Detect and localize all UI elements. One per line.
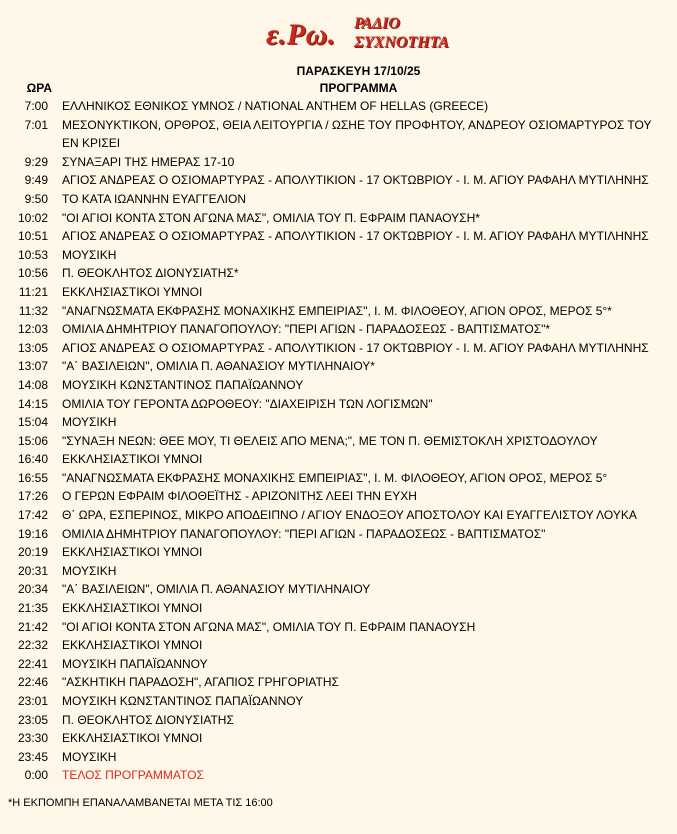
schedule-row [0, 339, 677, 358]
schedule-time: 12:03 [17, 322, 48, 337]
end-of-program-label: ΤΕΛΟΣ ΠΡΟΓΡΑΜΜΑΤΟΣ [62, 768, 204, 783]
schedule-time: 23:30 [17, 731, 48, 746]
schedule-row [0, 766, 677, 785]
schedule-program: ΕΚΚΛΗΣΙΑΣΤΙΚΟΙ ΥΜΝΟΙ [62, 731, 203, 746]
schedule-program: "ΟΙ ΑΓΙΟΙ ΚΟΝΤΑ ΣΤΟΝ ΑΓΩΝΑ ΜΑΣ", ΟΜΙΛΙΑ ΤΟΥ Π. ΕΦΡΑΙΜ ΠΑΝΑΟΥΣΗ [62, 619, 476, 634]
schedule-program: ΜΟΥΣΙΚΗ [62, 247, 117, 262]
schedule-row [0, 320, 677, 339]
schedule-row [0, 580, 677, 599]
schedule-program: ΑΓΙΟΣ ΑΝΔΡΕΑΣ Ο ΟΣΙΟΜΑΡΤΥΡΑΣ - ΑΠΟΛΥΤΙΚΙΟΝ - 17 ΟΚΤΩΒΡΙΟΥ - Ι. Μ. ΑΓΙΟΥ ΡΑΦΑΗΛ ΜΥΤΙΛΗΝΗΣ [62, 229, 649, 244]
schedule-program: "Α΄ ΒΑΣΙΛΕΙΩΝ", ΟΜΙΛΙΑ Π. ΑΘΑΝΑΣΙΟΥ ΜΥΤΙΛΗΝΑΙΟΥ [62, 582, 371, 597]
schedule-program: ΤΟ ΚΑΤΑ ΙΩΑΝΝΗΝ ΕΥΑΓΓΕΛΙΟΝ [62, 191, 247, 206]
schedule-time: 21:42 [17, 619, 48, 634]
schedule-program: ΕΚΚΛΗΣΙΑΣΤΙΚΟΙ ΥΜΝΟΙ [62, 452, 203, 467]
schedule-row [0, 450, 677, 469]
schedule-row [0, 636, 677, 655]
schedule-time: 10:56 [17, 266, 48, 281]
schedule-row [0, 562, 677, 581]
schedule-time: 10:53 [17, 247, 48, 262]
schedule-row [0, 655, 677, 674]
schedule-row [0, 97, 677, 116]
schedule-program: "ΑΣΚΗΤΙΚΗ ΠΑΡΑΔΟΣΗ", ΑΓΑΠΙΟΣ ΓΡΗΓΟΡΙΑΤΗΣ [62, 675, 339, 690]
schedule-row [0, 673, 677, 692]
schedule-row [0, 599, 677, 618]
schedule-program: ΜΟΥΣΙΚΗ ΚΩΝΣΤΑΝΤΙΝΟΣ ΠΑΠΑΪΩΑΝΝΟΥ [62, 694, 304, 708]
schedule-program: ΕΛΛΗΝΙΚΟΣ ΕΘΝΙΚΟΣ ΥΜΝΟΣ / NATIONAL ANTHEM OF HELLAS (GREECE) [62, 99, 489, 113]
schedule-time: 16:40 [17, 452, 48, 467]
schedule-program: ΕΚΚΛΗΣΙΑΣΤΙΚΟΙ ΥΜΝΟΙ [62, 601, 203, 616]
schedule-time: 9:50 [24, 191, 48, 206]
schedule-row [0, 748, 677, 767]
logo-line-2: ΣΥΧΝΟΤΗΤΑ [354, 34, 449, 51]
schedule-program: ΕΚΚΛΗΣΙΑΣΤΙΚΟΙ ΥΜΝΟΙ [62, 284, 203, 299]
schedule-time: 0:00 [24, 768, 48, 783]
schedule-row [0, 376, 677, 395]
schedule-time: 7:01 [24, 117, 48, 132]
schedule-time: 9:29 [24, 154, 48, 169]
schedule-time: 16:55 [17, 470, 48, 485]
schedule-program: Π. ΘΕΟΚΛΗΤΟΣ ΔΙΟΝΥΣΙΑΤΗΣ [62, 712, 234, 727]
schedule-time: 11:21 [18, 284, 48, 299]
schedule-program: Θ΄ ΩΡΑ, ΕΣΠΕΡΙΝΟΣ, ΜΙΚΡΟ ΑΠΟΔΕΙΠΝΟ / ΑΓΙΟΥ ΕΝΔΟΞΟΥ ΑΠΟΣΤΟΛΟΥ ΚΑΙ ΕΥΑΓΓΕΛΙΣΤΟΥ ΛΟΥΚΑ [62, 508, 637, 523]
schedule-row [0, 729, 677, 748]
schedule-row [0, 711, 677, 730]
schedule-time: 13:05 [17, 340, 48, 355]
time-column-header: ΩΡΑ [26, 81, 52, 95]
schedule-row [0, 264, 677, 283]
schedule-program: ΕΚΚΛΗΣΙΑΣΤΙΚΟΙ ΥΜΝΟΙ [62, 545, 203, 560]
schedule-program: "ΣΥΝΑΞΗ ΝΕΩΝ: ΘΕΕ ΜΟΥ, ΤΙ ΘΕΛΕΙΣ ΑΠΟ ΜΕΝΑ;", ΜΕ ΤΟΝ Π. ΘΕΜΙΣΤΟΚΛΗ ΧΡΙΣΤΟΔΟΥΛΟΥ [62, 433, 598, 448]
schedule-program: ΟΜΙΛΙΑ ΔΗΜΗΤΡΙΟΥ ΠΑΝΑΓΟΠΟΥΛΟΥ: "ΠΕΡΙ ΑΓΙΩΝ - ΠΑΡΑΔΟΣΕΩΣ - ΒΑΠΤΙΣΜΑΤΟΣ" [62, 526, 546, 541]
program-column-header: ΠΡΟΓΡΑΜΜΑ [319, 81, 398, 95]
schedule-time: 15:04 [17, 415, 48, 430]
schedule-program: ΕΚΚΛΗΣΙΑΣΤΙΚΟΙ ΥΜΝΟΙ [62, 638, 203, 653]
schedule-row [0, 116, 677, 153]
schedule-program: "ΟΙ ΑΓΙΟΙ ΚΟΝΤΑ ΣΤΟΝ ΑΓΩΝΑ ΜΑΣ", ΟΜΙΛΙΑ ΤΟΥ Π. ΕΦΡΑΙΜ ΠΑΝΑΟΥΣΗ* [62, 210, 480, 225]
schedule-program: Π. ΘΕΟΚΛΗΤΟΣ ΔΙΟΝΥΣΙΑΤΗΣ* [62, 266, 239, 281]
schedule-row [0, 246, 677, 265]
schedule-time: 10:02 [17, 210, 48, 225]
schedule-time: 13:07 [17, 359, 48, 374]
schedule-row [0, 283, 677, 302]
schedule-row [0, 487, 677, 506]
schedule-row [0, 153, 677, 172]
schedule-time: 17:26 [17, 489, 48, 504]
schedule-time: 23:45 [17, 749, 48, 764]
schedule-time: 23:05 [17, 712, 48, 727]
schedule-row [0, 395, 677, 414]
schedule-time: 11:32 [18, 303, 48, 318]
schedule-program: ΜΟΥΣΙΚΗ [62, 415, 117, 430]
schedule-row [0, 227, 677, 246]
schedule-row [0, 190, 677, 209]
schedule-time: 14:08 [17, 377, 48, 392]
schedule-program: "ΑΝΑΓΝΩΣΜΑΤΑ ΕΚΦΡΑΣΗΣ ΜΟΝΑΧΙΚΗΣ ΕΜΠΕΙΡΙΑΣ", Ι. Μ. ΦΙΛΟΘΕΟΥ, ΑΓΙΟΝ ΟΡΟΣ, ΜΕΡΟΣ 5°* [62, 303, 612, 318]
logo-mark: ε.Ρω. [266, 18, 336, 51]
schedule-row [0, 692, 677, 711]
schedule-time: 21:35 [17, 601, 48, 616]
schedule-row [0, 413, 677, 432]
logo-line-1: ΡΑΔΙΟ [354, 15, 400, 32]
schedule-program: "ΑΝΑΓΝΩΣΜΑΤΑ ΕΚΦΡΑΣΗΣ ΜΟΝΑΧΙΚΗΣ ΕΜΠΕΙΡΙΑΣ", Ι. Μ. ΦΙΛΟΘΕΟΥ, ΑΓΙΟΝ ΟΡΟΣ, ΜΕΡΟΣ 5° [62, 470, 608, 485]
schedule-time: 14:15 [17, 396, 48, 411]
schedule-row [0, 209, 677, 228]
schedule-program: ΑΓΙΟΣ ΑΝΔΡΕΑΣ Ο ΟΣΙΟΜΑΡΤΥΡΑΣ - ΑΠΟΛΥΤΙΚΙΟΝ - 17 ΟΚΤΩΒΡΙΟΥ - Ι. Μ. ΑΓΙΟΥ ΡΑΦΑΗΛ ΜΥΤΙΛΗΝΗΣ [62, 173, 649, 188]
schedule-row [0, 525, 677, 544]
schedule-row [0, 171, 677, 190]
schedule-program: "Α΄ ΒΑΣΙΛΕΙΩΝ", ΟΜΙΛΙΑ Π. ΑΘΑΝΑΣΙΟΥ ΜΥΤΙΛΗΝΑΙΟΥ* [62, 359, 375, 374]
schedule-program: ΜΟΥΣΙΚΗ [62, 749, 117, 764]
schedule-program: ΜΟΥΣΙΚΗ [62, 563, 117, 578]
schedule-program: ΜΕΣΟΝΥΚΤΙΚΟΝ, ΟΡΘΡΟΣ, ΘΕΙΑ ΛΕΙΤΟΥΡΓΙΑ / ΩΣΗΕ ΤΟΥ ΠΡΟΦΗΤΟΥ, ΑΝΔΡΕΟΥ ΟΣΙΟΜΑΡΤΥΡΟΣ ΤΟΥ ΕΝ ΚΡΙΣΕΙ [62, 117, 652, 151]
schedule-row [0, 302, 677, 321]
schedule-program: ΟΜΙΛΙΑ ΔΗΜΗΤΡΙΟΥ ΠΑΝΑΓΟΠΟΥΛΟΥ: "ΠΕΡΙ ΑΓΙΩΝ - ΠΑΡΑΔΟΣΕΩΣ - ΒΑΠΤΙΣΜΑΤΟΣ"* [62, 322, 551, 337]
logo-words [354, 14, 449, 52]
schedule-row [0, 432, 677, 451]
footnote: *Η ΕΚΠΟΜΠΗ ΕΠΑΝΑΛΑΜΒΑΝΕΤΑΙ ΜΕΤΑ ΤΙΣ 16:00 [8, 797, 273, 809]
schedule-time: 9:49 [24, 173, 48, 188]
schedule-time: 20:19 [17, 545, 48, 560]
schedule-time: 19:16 [17, 526, 48, 541]
schedule-time: 20:34 [17, 582, 48, 597]
schedule-program: ΟΜΙΛΙΑ ΤΟΥ ΓΕΡΟΝΤΑ ΔΩΡΟΘΕΟΥ: "ΔΙΑΧΕΙΡΙΣΗ ΤΩΝ ΛΟΓΙΣΜΩΝ" [62, 396, 433, 411]
schedule-time: 20:31 [17, 563, 48, 578]
schedule-time: 10:51 [17, 229, 48, 244]
schedule-program: ΜΟΥΣΙΚΗ ΚΩΝΣΤΑΝΤΙΝΟΣ ΠΑΠΑΪΩΑΝΝΟΥ [62, 377, 304, 392]
schedule-time: 17:42 [17, 508, 48, 523]
schedule-program: ΣΥΝΑΞΑΡΙ ΤΗΣ ΗΜΕΡΑΣ 17-10 [62, 154, 235, 169]
schedule-program: ΜΟΥΣΙΚΗ ΠΑΠΑΪΩΑΝΝΟΥ [62, 656, 208, 671]
date-heading: ΠΑΡΑΣΚΕΥΗ 17/10/25 [296, 64, 421, 78]
schedule-time: 7:00 [24, 99, 48, 113]
schedule-row [0, 506, 677, 525]
station-logo [0, 12, 677, 60]
schedule-time: 22:46 [17, 675, 48, 690]
schedule-program: Ο ΓΕΡΩΝ ΕΦΡΑΙΜ ΦΙΛΟΘΕΪΤΗΣ - ΑΡΙΖΟΝΙΤΗΣ ΛΕΕΙ ΤΗΝ ΕΥΧΗ [62, 489, 417, 504]
schedule-time: 15:06 [17, 433, 48, 448]
schedule-row [0, 357, 677, 376]
schedule-time: 22:41 [17, 656, 48, 671]
schedule-time: 23:01 [17, 694, 48, 708]
schedule-time: 22:32 [17, 638, 48, 653]
schedule-list [0, 97, 677, 785]
schedule-program: ΑΓΙΟΣ ΑΝΔΡΕΑΣ Ο ΟΣΙΟΜΑΡΤΥΡΑΣ - ΑΠΟΛΥΤΙΚΙΟΝ - 17 ΟΚΤΩΒΡΙΟΥ - Ι. Μ. ΑΓΙΟΥ ΡΑΦΑΗΛ ΜΥΤΙΛΗΝΗΣ [62, 340, 649, 355]
schedule-row [0, 618, 677, 637]
schedule-row [0, 543, 677, 562]
schedule-row [0, 469, 677, 488]
